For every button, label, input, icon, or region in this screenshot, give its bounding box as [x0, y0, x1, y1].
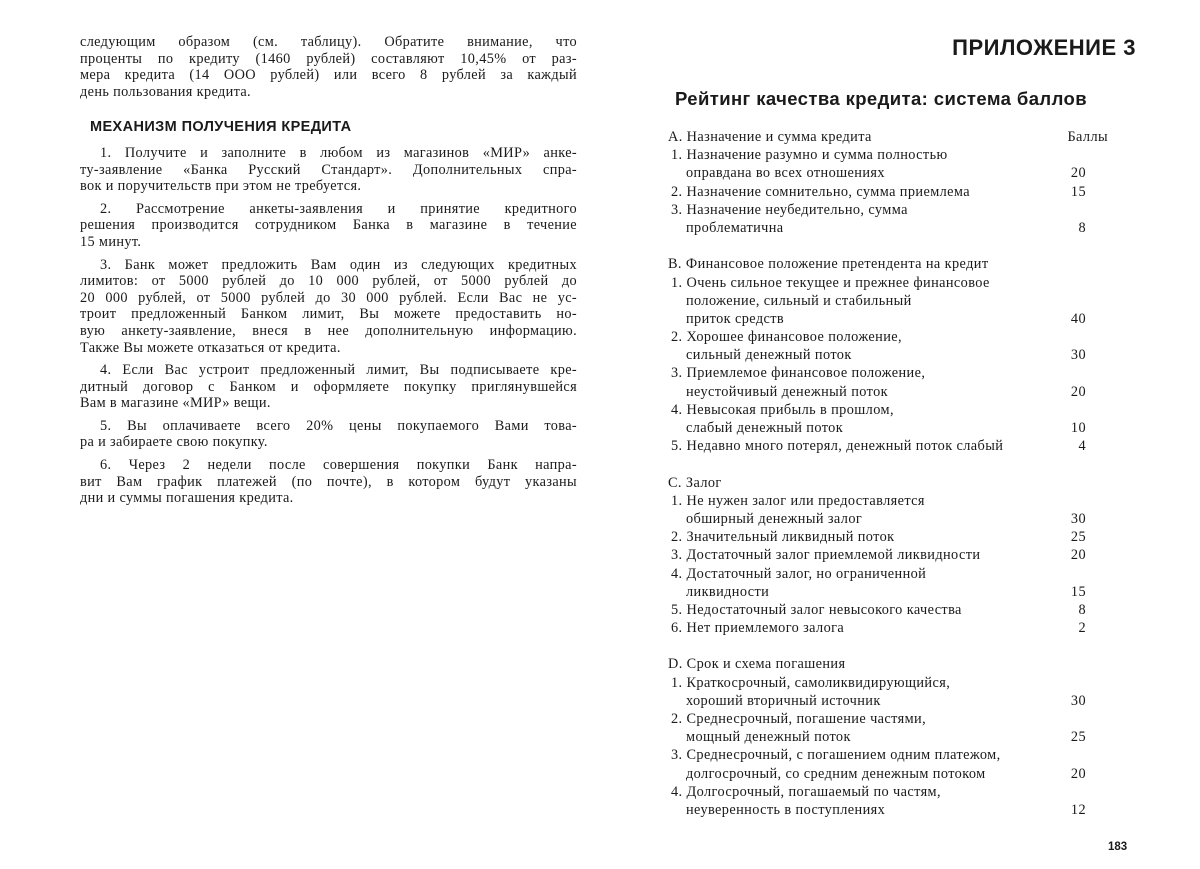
criterion-text: приток средств: [686, 310, 785, 327]
criterion-points: 30: [1070, 692, 1086, 709]
criterion-text: 2. Назначение сомнительно, сумма приемлема: [671, 183, 971, 200]
section-title-row: [668, 128, 1108, 146]
step-paragraph: [80, 362, 577, 412]
section-title-row: [668, 655, 1108, 673]
criterion-text: 3. Достаточный залог приемлемой ликвидности: [671, 547, 981, 564]
step-paragraph: [80, 418, 577, 451]
criterion-points: 20: [1070, 547, 1086, 564]
text-line: ра и забираете свою покупку.: [80, 434, 268, 451]
section-title-row: [668, 474, 1108, 492]
criterion-text: слабый денежный поток: [686, 420, 844, 436]
criterion-text: 6. Нет приемлемого залога: [671, 620, 845, 637]
criterion-line: [668, 619, 1108, 637]
criterion-line: [668, 401, 1108, 419]
criterion-text: положение, сильный и стабильный: [686, 292, 912, 309]
text-line: Также Вы можете отказаться от кредита.: [80, 339, 341, 356]
criterion-line: [668, 201, 1108, 219]
criterion-line: [668, 219, 1108, 237]
criterion-text: 5. Недостаточный залог невысокого качества: [671, 601, 962, 618]
criterion-line: [668, 528, 1108, 546]
criterion-text: 3. Назначение неубедительно, сумма: [671, 201, 908, 218]
section-title-row: [668, 255, 1108, 273]
section-gap: [668, 637, 1108, 655]
text-line: 6. Через 2 недели после совершения покупки Банк напра-: [100, 457, 577, 474]
criterion-points: 4: [1078, 438, 1086, 455]
criterion-text: 1. Назначение разумно и сумма полностью: [671, 147, 948, 164]
text-line: 4. Если Вас устроит предложенный лимит, Вы подписываете кре-: [100, 362, 577, 379]
criterion-points: 25: [1070, 729, 1086, 746]
section-gap: [668, 237, 1108, 255]
text-line: 20 000 рублей, от 5000 рублей до 30 000 рублей. Если Вас не ус-: [80, 289, 577, 306]
text-line: дитный договор с Банком и оформляете покупку приглянувшейся: [80, 378, 577, 395]
criterion-text: мощный денежный поток: [686, 729, 851, 746]
section-heading: МЕХАНИЗМ ПОЛУЧЕНИЯ КРЕДИТА: [90, 119, 352, 136]
criterion-points: 20: [1070, 165, 1086, 182]
criterion-line: [668, 674, 1108, 692]
criterion-points: 2: [1078, 620, 1086, 637]
criterion-line: [668, 546, 1108, 564]
criterion-text: 2. Хорошее финансовое положение,: [671, 329, 902, 346]
criterion-text: оправдана во всех отношениях: [686, 165, 885, 182]
criterion-points: 30: [1070, 510, 1086, 527]
criterion-line: [668, 437, 1108, 455]
criterion-text: 3. Приемлемое финансовое положение,: [671, 365, 926, 382]
intro-paragraph: [80, 34, 577, 100]
text-line: ту-заявление «Банка Русский Стандарт». Дополнительных спра-: [80, 161, 577, 178]
criterion-line: [668, 783, 1108, 801]
criterion-points: 25: [1070, 529, 1086, 546]
text-line: мера кредита (14 ООО рублей) или всего 8 рублей за каждый: [80, 67, 577, 84]
section-title: А. Назначение и сумма кредита: [668, 129, 872, 145]
text-line: 2. Рассмотрение анкеты-заявления и принятие кредитного: [100, 200, 577, 217]
criterion-line: [668, 383, 1108, 401]
criterion-points: 8: [1078, 219, 1086, 236]
criterion-line: [668, 692, 1108, 710]
criterion-text: неустойчивый денежный поток: [686, 383, 888, 400]
criterion-line: [668, 510, 1108, 528]
step-paragraph: [80, 201, 577, 251]
criterion-points: 15: [1070, 583, 1086, 600]
criterion-text: 1. Не нужен залог или предоставляется: [671, 492, 925, 509]
criterion-line: [668, 492, 1108, 510]
text-line: 5. Вы оплачиваете всего 20% цены покупаемого Вами това-: [100, 417, 577, 434]
text-line: 1. Получите и заполните в любом из магазинов «МИР» анке-: [100, 144, 577, 161]
criterion-line: [668, 346, 1108, 364]
criterion-line: [668, 274, 1108, 292]
criterion-line: [668, 364, 1108, 382]
criterion-line: [668, 801, 1108, 819]
left-column: [80, 34, 577, 513]
criterion-text: ликвидности: [686, 583, 770, 600]
text-line: троит предложенный Банком лимит, Вы можете предоставить но-: [80, 306, 577, 323]
criterion-line: [668, 146, 1108, 164]
criterion-text: 1. Краткосрочный, самоликвидирующийся,: [671, 674, 951, 691]
criterion-line: [668, 183, 1108, 201]
criterion-points: 15: [1070, 183, 1086, 200]
page-number: 183: [1108, 841, 1128, 853]
criterion-line: [668, 310, 1108, 328]
criterion-points: 20: [1070, 765, 1086, 782]
criterion-text: 3. Среднесрочный, с погашением одним платежом,: [671, 747, 1001, 764]
criterion-line: [668, 710, 1108, 728]
criterion-text: сильный денежный поток: [686, 347, 852, 364]
criterion-line: [668, 728, 1108, 746]
criterion-line: [668, 419, 1108, 437]
criterion-text: обширный денежный залог: [686, 510, 863, 527]
section-title: С. Залог: [668, 474, 722, 491]
step-paragraph: [80, 145, 577, 195]
criterion-points: 12: [1070, 801, 1086, 818]
section-title: В. Финансовое положение претендента на кредит: [668, 256, 989, 273]
step-paragraph: [80, 257, 577, 357]
criterion-line: [668, 746, 1108, 764]
section-gap: [668, 455, 1108, 473]
criterion-line: [668, 164, 1108, 182]
criterion-text: 2. Среднесрочный, погашение частями,: [671, 711, 927, 727]
criterion-points: 40: [1070, 310, 1086, 327]
criterion-points: 10: [1070, 420, 1086, 436]
text-line: 15 минут.: [80, 233, 142, 250]
criterion-line: [668, 601, 1108, 619]
text-line: вит Вам график платежей (по почте), в котором будут указаны: [80, 473, 577, 490]
criterion-text: 4. Достаточный залог, но ограниченной: [671, 565, 927, 582]
text-line: Вам в магазине «МИР» вещи.: [80, 395, 271, 412]
criterion-line: [668, 292, 1108, 310]
step-paragraph: [80, 457, 577, 507]
criterion-points: 30: [1070, 347, 1086, 364]
criterion-line: [668, 328, 1108, 346]
text-line: следующим образом (см. таблицу). Обратите внимание, что: [80, 34, 577, 50]
text-line: решения производится сотрудником Банка в магазине в течение: [80, 217, 577, 234]
criterion-text: 4. Невысокая прибыль в прошлом,: [671, 401, 894, 418]
text-line: день пользования кредита.: [80, 83, 251, 100]
criterion-text: неуверенность в поступлениях: [686, 801, 886, 818]
criterion-text: долгосрочный, со средним денежным потоком: [686, 765, 986, 782]
criterion-points: 20: [1070, 383, 1086, 400]
criterion-points: 8: [1078, 601, 1086, 618]
section-title: D. Срок и схема погашения: [668, 656, 846, 673]
text-line: дни и суммы погашения кредита.: [80, 490, 294, 507]
criterion-text: 5. Недавно много потерял, денежный поток слабый: [671, 438, 1004, 455]
text-line: вую анкету-заявление, внеся в нее дополнительную информацию.: [80, 322, 577, 339]
criterion-line: [668, 565, 1108, 583]
text-line: лимитов: от 5000 рублей до 10 000 рублей, от 5000 рублей до: [80, 273, 577, 290]
criterion-text: хороший вторичный источник: [686, 692, 881, 709]
criterion-text: 4. Долгосрочный, погашаемый по частям,: [671, 783, 941, 800]
points-header: Баллы: [1067, 129, 1108, 145]
table-title: Рейтинг качества кредита: система баллов: [675, 88, 1087, 109]
rating-table: [668, 128, 1108, 819]
criterion-line: [668, 765, 1108, 783]
text-line: проценты по кредиту (1460 рублей) составляют 10,45% от раз-: [80, 50, 577, 67]
steps-list: [80, 145, 577, 507]
text-line: вок и поручительств при этом не требуется.: [80, 178, 362, 195]
criterion-text: 2. Значительный ликвидный поток: [671, 529, 895, 546]
text-line: 3. Банк может предложить Вам один из следующих кредитных: [100, 256, 577, 273]
criterion-line: [668, 583, 1108, 601]
criterion-text: проблематична: [686, 219, 784, 236]
appendix-title: ПРИЛОЖЕНИЕ 3: [952, 35, 1136, 60]
criterion-text: 1. Очень сильное текущее и прежнее финансовое: [671, 274, 990, 291]
